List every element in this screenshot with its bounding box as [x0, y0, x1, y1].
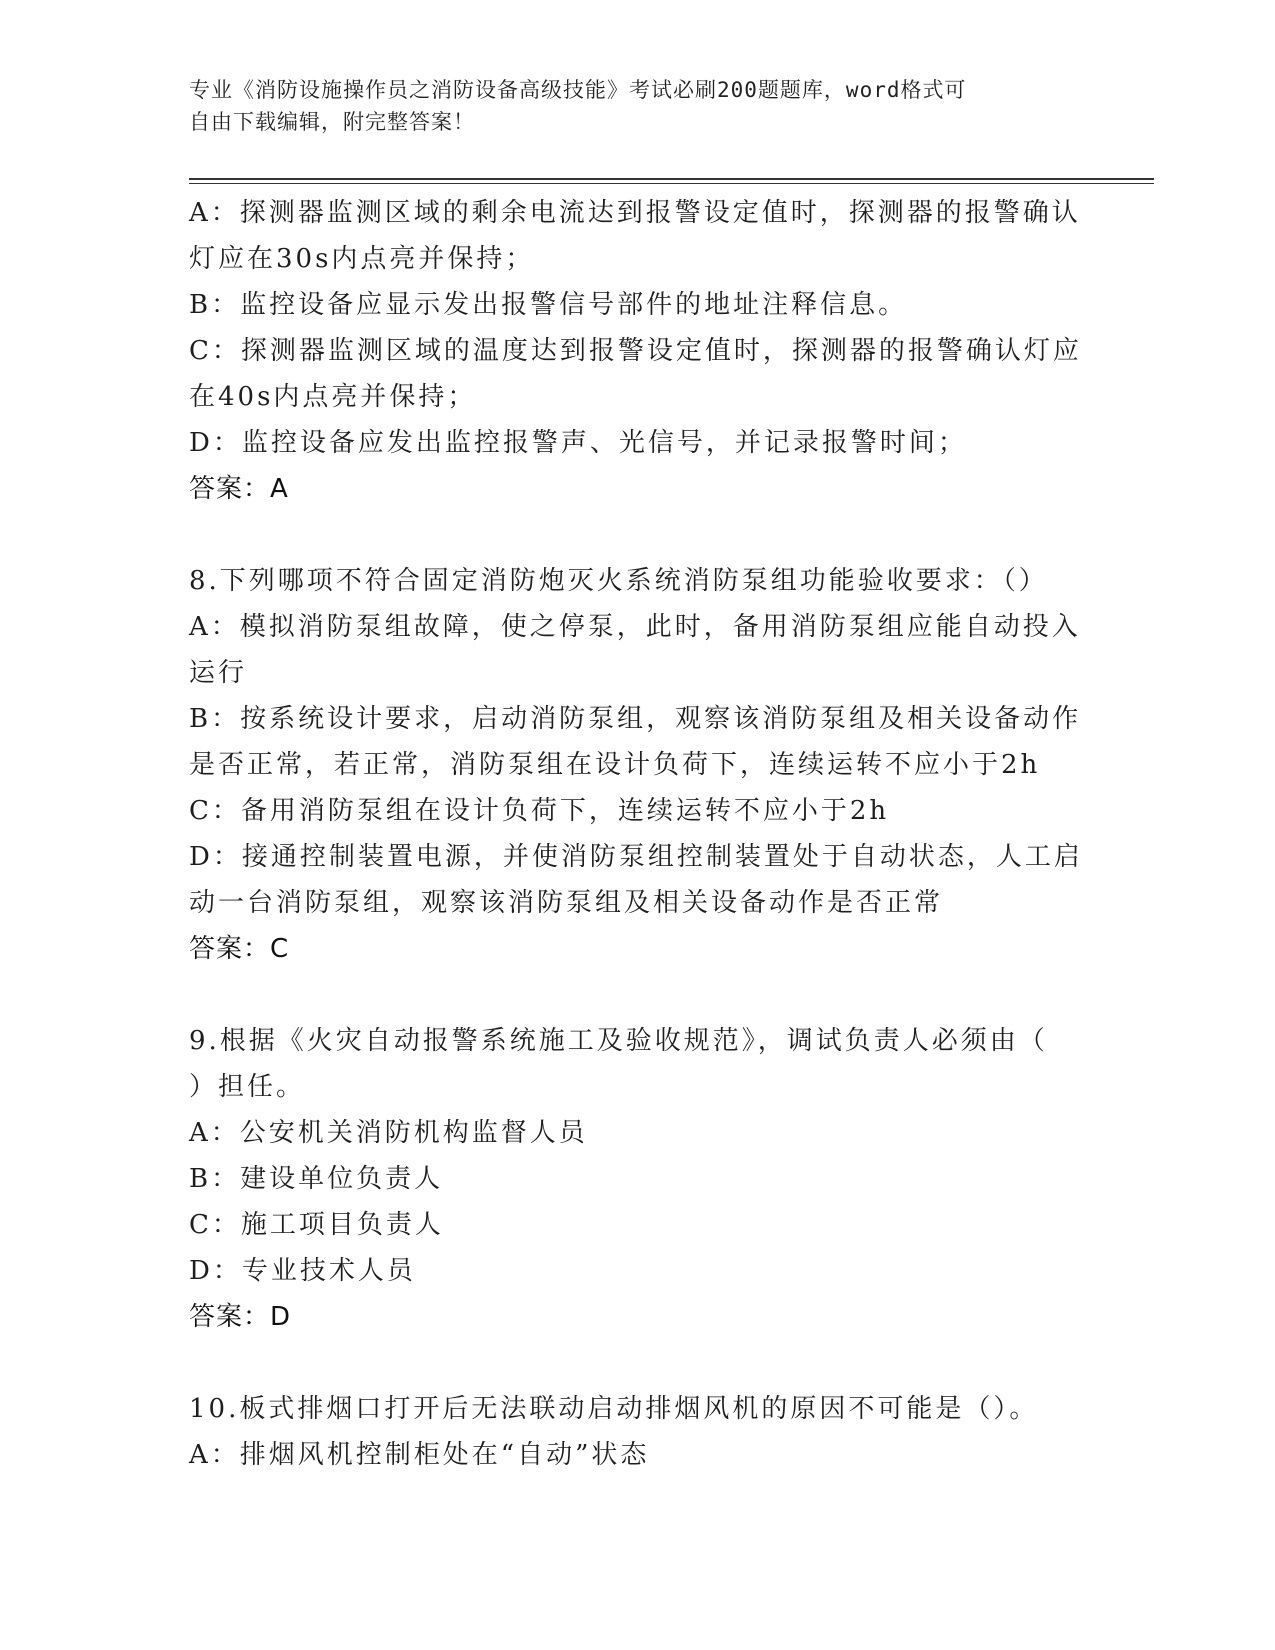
q8-option-a-line-1: A：模拟消防泵组故障，使之停泵，此时，备用消防泵组应能自动投入 — [189, 612, 1081, 642]
q9-option-c: C：施工项目负责人 — [189, 1210, 444, 1240]
page-header — [189, 74, 1069, 138]
header-title-line-1: 专业《消防设施操作员之消防设备高级技能》考试必刷200题题库，word格式可 — [189, 78, 967, 102]
q7-option-d: D：监控设备应发出监控报警声、光信号，并记录报警时间； — [189, 428, 967, 458]
question-8-block — [189, 558, 1089, 972]
q7-option-a-line-1: A：探测器监测区域的剩余电流达到报警设定值时，探测器的报警确认 — [189, 198, 1081, 228]
q8-question: 8.下列哪项不符合固定消防炮灭火系统消防泵组功能验收要求：（） — [189, 566, 1048, 596]
q9-question-line-2: ）担任。 — [189, 1072, 306, 1102]
header-title-line-2: 自由下载编辑，附完整答案！ — [189, 110, 475, 134]
q8-option-a-line-2: 运行 — [189, 658, 248, 688]
q9-option-a: A：公安机关消防机构监督人员 — [189, 1118, 588, 1148]
q10-option-a: A：排烟风机控制柜处在“自动”状态 — [189, 1440, 650, 1470]
question-content — [189, 190, 1089, 1478]
header-divider-thick — [189, 178, 1154, 180]
q7-option-c-line-1: C：探测器监测区域的温度达到报警设定值时，探测器的报警确认灯应 — [189, 336, 1082, 366]
header-divider-thin — [189, 183, 1154, 184]
q8-option-c: C：备用消防泵组在设计负荷下，连续运转不应小于2h — [189, 796, 890, 826]
question-9-block — [189, 1018, 1089, 1340]
q9-option-d: D：专业技术人员 — [189, 1256, 416, 1286]
q8-option-b-line-2: 是否正常，若正常，消防泵组在设计负荷下，连续运转不应小于2h — [189, 750, 1041, 780]
q7-option-c-line-2: 在40s内点亮并保持； — [189, 382, 477, 412]
q9-option-b: B：建设单位负责人 — [189, 1164, 444, 1194]
q8-option-d-line-1: D：接通控制装置电源，并使消防泵组控制装置处于自动状态，人工启 — [189, 842, 1083, 872]
spacer — [189, 1340, 1089, 1386]
spacer — [189, 512, 1089, 558]
q8-option-b-line-1: B：按系统设计要求，启动消防泵组，观察该消防泵组及相关设备动作 — [189, 704, 1082, 734]
question-10-block — [189, 1386, 1089, 1478]
q9-answer: 答案：D — [189, 1302, 292, 1332]
question-7-block — [189, 190, 1089, 512]
q7-option-a-line-2: 灯应在30s内点亮并保持； — [189, 244, 535, 274]
q8-answer: 答案：C — [189, 934, 290, 964]
q7-answer: 答案：A — [189, 474, 289, 504]
q7-option-b: B：监控设备应显示发出报警信号部件的地址注释信息。 — [189, 290, 908, 320]
q8-option-d-line-2: 动一台消防泵组，观察该消防泵组及相关设备动作是否正常 — [189, 888, 944, 918]
q10-question: 10.板式排烟口打开后无法联动启动排烟风机的原因不可能是（）。 — [189, 1394, 1039, 1424]
spacer — [189, 972, 1089, 1018]
q9-question-line-1: 9.根据《火灾自动报警系统施工及验收规范》，调试负责人必须由（ — [189, 1026, 1048, 1056]
